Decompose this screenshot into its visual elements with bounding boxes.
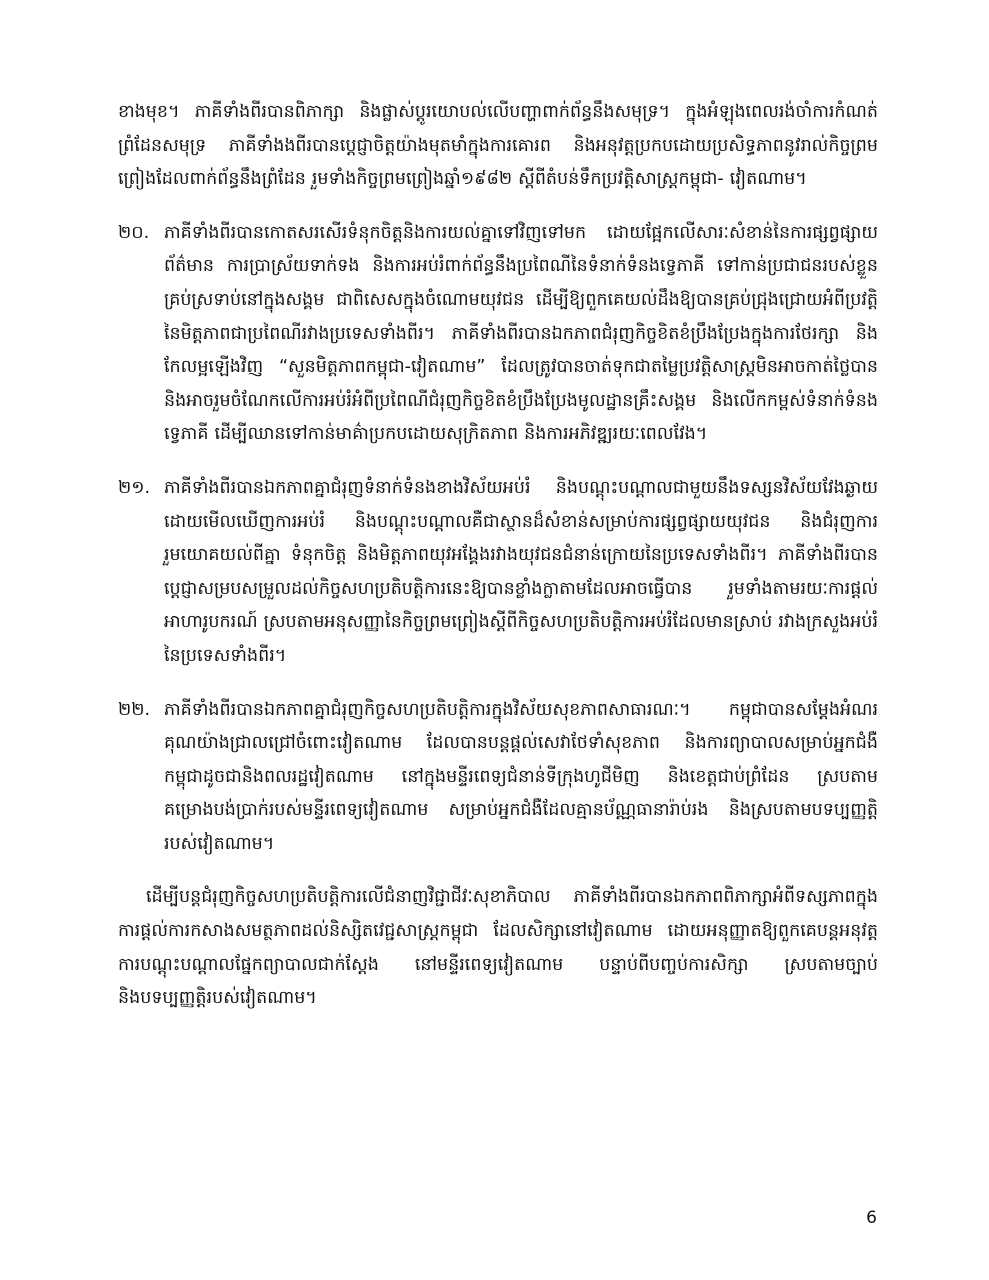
page-number: 6 <box>866 1208 877 1228</box>
paragraph-20 <box>118 217 878 452</box>
paragraph-text: ភាគីទាំងពីរបានកោតសរសើរទំនុកចិត្តនិងការយល់គ្នាទៅវិញទៅមក ដោយផ្អែកលើសារៈសំខាន់នៃការផ្សព្វផ្សាយព័ត៌មាន ការប្រាស្រ័យទាក់ទង និងការអប់រំពាក់ព័ន្ធនឹងប្រពៃណីនៃទំនាក់ទំនងទ្វេភាគី ទៅកាន់ប្រជាជនរបស់ខ្លួនគ្រប់ស្រទាប់នៅក្នុងសង្គម ជាពិសេសក្នុងចំណោមយុវជន ដើម្បីឱ្យពួកគេយល់ដឹងឱ្យបានគ្រប់ជ្រុងជ្រោយអំពីប្រវត្តិនៃមិត្តភាពជាប្រពៃណីរវាងប្រទេសទាំងពីរ។ ភាគីទាំងពីរបានឯកភាពជំរុញកិច្ចខិតខំប្រឹងប្រែងក្នុងការថែរក្សា និងកែលម្អឡើងវិញ “សួនមិត្តភាពកម្ពុជា-វៀតណាម” ដែលត្រូវបានចាត់ទុកជាតម្លៃប្រវត្តិសាស្ត្រមិនអាចកាត់ថ្លៃបាននិងអាចរួមចំណែកលើការអប់រំអំពីប្រពៃណីជំរុញកិច្ចខិតខំប្រឹងប្រែងមូលដ្ឋានគ្រឹះសង្គម និងលើកកម្ពស់ទំនាក់ទំនងទ្វេភាគី ដើម្បីឈានទៅកាន់មាគ៌ាប្រកបដោយសុក្រិតភាព និងការអភិវឌ្ឍរយៈពេលវែង។ <box>164 222 878 445</box>
document-body <box>118 96 878 1036</box>
paragraph-text: ដើម្បីបន្តជំរុញកិច្ចសហប្រតិបត្តិការលើជំនាញវិជ្ជាជីវៈសុខាភិបាល ភាគីទាំងពីរបានឯកភាពពិភាក្សាអំពីទស្សភាពក្នុងការផ្ដល់ការកសាងសមត្ថភាពដល់និស្សិតវេជ្ជសាស្ត្រកម្ពុជា ដែលសិក្សានៅវៀតណាម ដោយអនុញ្ញាតឱ្យពួកគេបន្តអនុវត្តការបណ្ដុះបណ្ដាលផ្នែកព្យាបាលជាក់ស្ដែង នៅមន្ទីរពេទ្យវៀតណាម បន្ទាប់ពីបញ្ចប់ការសិក្សា ស្របតាមច្បាប់ និងបទប្បញ្ញត្តិរបស់វៀតណាម។ <box>118 887 878 1009</box>
paragraph-continuation <box>118 96 878 197</box>
paragraph-text: ខាងមុខ។ ភាគីទាំងពីរបានពិភាក្សា និងផ្លាស់ប្ដូរយោបល់លើបញ្ហាពាក់ព័ន្ធនឹងសមុទ្រ។ ក្នុងអំឡុងពេលរង់ចាំការកំណត់ព្រំដែនសមុទ្រ ភាគីទាំងងពីរបានប្ដេជ្ញាចិត្តយ៉ាងមុតមាំក្នុងការគោរព និងអនុវត្តប្រកបដោយប្រសិទ្ធភាពនូវរាល់កិច្ចព្រមព្រៀងដែលពាក់ព័ន្ធនឹងព្រំដែន រួមទាំងកិច្ចព្រមព្រៀងឆ្នាំ១៩៨២ ស្ដីពីតំបន់ទឹកប្រវត្តិសាស្ត្រកម្ពុជា- វៀតណាម។ <box>118 102 878 190</box>
paragraph-text: ភាគីទាំងពីរបានឯកភាពគ្នាជំរុញទំនាក់ទំនងខាងវិស័យអប់រំ និងបណ្ដុះបណ្ដាលជាមួយនឹងទស្សនវិស័យវែងឆ្ងាយ ដោយមើលឃើញការអប់រំ និងបណ្ដុះបណ្ដាលគឺជាស្ថានដ៏សំខាន់សម្រាប់ការផ្សព្វផ្សាយយុវជន និងជំរុញការរួមយោគយល់ពីគ្នា ទំនុកចិត្ត និងមិត្តភាពយុវអង្គែងរវាងយុវជនជំនាន់ក្រោយនៃប្រទេសទាំងពីរ។ ភាគីទាំងពីរបានប្ដេជ្ញាសម្របសម្រួលដល់កិច្ចសហប្រតិបត្តិការនេះឱ្យបានខ្លាំងក្លាតាមដែលអាចធ្វើបាន រួមទាំងតាមរយៈការផ្ដល់អាហារូបករណ៍ ស្របតាមអនុសញ្ញានៃកិច្ចព្រមព្រៀងស្ដីពីកិច្ចសហប្រតិបត្តិការអប់រំដែលមានស្រាប់ រវាងក្រសួងអប់រំ នៃប្រទេសទាំងពីរ។ <box>164 477 878 666</box>
paragraph-number: ២០. <box>118 222 150 243</box>
paragraph-text: ភាគីទាំងពីរបានឯកភាពគ្នាជំរុញកិច្ចសហប្រតិបត្តិការក្នុងវិស័យសុខភាពសាធារណៈ។ កម្ពុជាបានសម្ដែងអំណរគុណយ៉ាងជ្រាលជ្រៅចំពោះវៀតណាម ដែលបានបន្តផ្ដល់សេវាថែទាំសុខភាព និងការព្យាបាលសម្រាប់អ្នកជំងឺកម្ពុជាដូចជានិងពលរដ្ឋវៀតណាម នៅក្នុងមន្ទីរពេទ្យជំនាន់ទីក្រុងហូជីមិញ និងខេត្តជាប់ព្រំដែន ស្របតាមគម្រោងបង់ប្រាក់របស់មន្ទីរពេទ្យវៀតណាម សម្រាប់អ្នកជំងឺដែលគ្មានប័ណ្ណធានារ៉ាប់រង និងស្របតាមបទប្បញ្ញត្តិរបស់វៀតណាម។ <box>164 699 878 854</box>
paragraph-number: ២១. <box>118 477 151 498</box>
paragraph-22 <box>118 694 878 862</box>
paragraph-number: ២២. <box>118 699 151 720</box>
paragraph-22-continuation <box>118 881 878 1015</box>
paragraph-21 <box>118 472 878 674</box>
